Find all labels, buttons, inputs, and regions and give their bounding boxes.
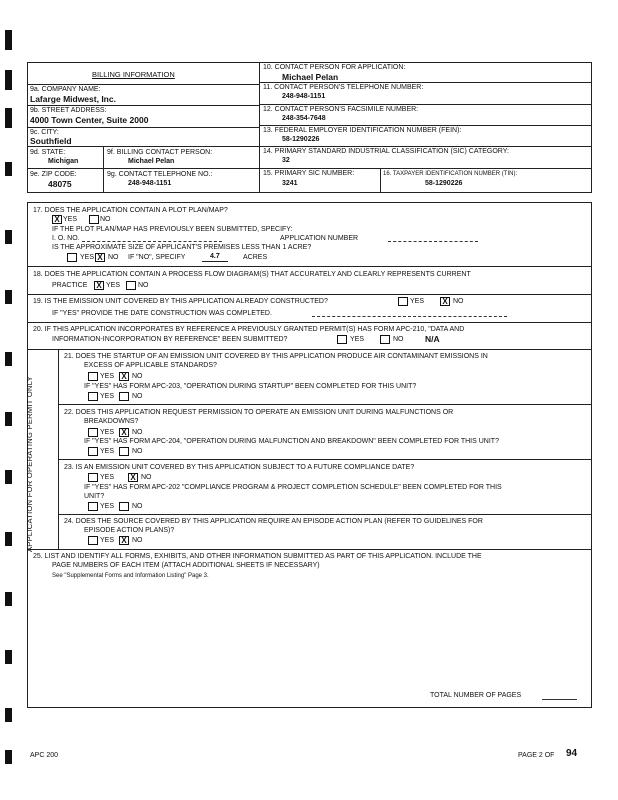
binder-mark	[5, 70, 12, 90]
binder-mark	[5, 592, 12, 606]
sic-category-label: 14. PRIMARY STANDARD INDUSTRIAL CLASSIFICATION (SIC) CATEGORY:	[263, 148, 509, 155]
q21-yes-checkbox[interactable]	[88, 372, 98, 381]
q23-sub-no-label: NO	[132, 503, 143, 510]
q17-appnum-field[interactable]	[388, 241, 478, 242]
q20-line1: 20. IF THIS APPLICATION INCORPORATES BY REFERENCE A PREVIOUSLY GRANTED PERMIT(S) HAS FORM APC-210, "DATA AND	[33, 326, 465, 333]
q21-line2: EXCESS OF APPLICABLE STANDARDS?	[84, 362, 217, 369]
binder-mark	[5, 108, 12, 128]
q25-note: See "Supplemental Forms and Information Listing" Page 3.	[52, 573, 209, 579]
binder-mark	[5, 532, 12, 546]
q22-sub-yes-checkbox[interactable]	[88, 447, 98, 456]
q24-no-label: NO	[132, 537, 143, 544]
binder-mark	[5, 290, 12, 304]
q22-sub-yes-label: YES	[100, 448, 115, 455]
q17-io-field[interactable]	[82, 241, 222, 242]
q22-line2: BREAKDOWNS?	[84, 418, 139, 425]
q17-sub1: IF THE PLOT PLAN/MAP HAS PREVIOUSLY BEEN SUBMITTED, SPECIFY:	[52, 226, 293, 233]
binder-mark	[5, 30, 12, 50]
contact-phone-label: 11. CONTACT PERSON'S TELEPHONE NUMBER:	[263, 84, 424, 91]
zip-label: 9e. ZIP CODE:	[30, 171, 77, 178]
street-address-value: 4000 Town Center, Suite 2000	[30, 115, 149, 125]
q22-sub-no-checkbox[interactable]	[119, 447, 129, 456]
q17-acre-yes-label: YES	[80, 254, 95, 261]
q20-no-label: NO	[393, 336, 404, 343]
page-label: PAGE 2 OF	[518, 752, 555, 759]
q22-no-checkbox[interactable]: X	[119, 428, 129, 437]
billing-phone-label: 9g. CONTACT TELEPHONE NO.:	[107, 171, 213, 178]
q17-no-label: NO	[100, 216, 111, 223]
total-pages-label: TOTAL NUMBER OF PAGES	[430, 692, 522, 699]
binder-mark	[5, 352, 12, 366]
binder-mark	[5, 162, 12, 176]
total-pages-field[interactable]	[542, 699, 577, 700]
billing-heading: BILLING INFORMATION	[92, 70, 175, 79]
state-value: Michigan	[48, 158, 79, 165]
binder-mark	[5, 650, 12, 664]
q22-line1: 22. DOES THIS APPLICATION REQUEST PERMISSION TO OPERATE AN EMISSION UNIT DURING MALFUNCTIONS OR	[64, 409, 454, 416]
billing-phone-value: 248-948-1151	[128, 180, 172, 187]
q24-yes-checkbox[interactable]	[88, 536, 98, 545]
operating-permit-side-label: APPLICATION FOR OPERATING PERMIT ONLY	[25, 376, 34, 552]
q17-acre-yes-checkbox[interactable]	[67, 253, 77, 262]
q22-no-label: NO	[132, 429, 143, 436]
q22-yes-label: YES	[100, 429, 115, 436]
q23-no-checkbox[interactable]: X	[128, 473, 138, 482]
billing-contact-value: Michael Pelan	[128, 158, 175, 165]
q19-yes-label: YES	[410, 298, 425, 305]
q23-no-label: NO	[141, 474, 152, 481]
q17-appnum-label: APPLICATION NUMBER	[280, 235, 359, 242]
q18-no-checkbox[interactable]	[126, 281, 136, 290]
q21-no-label: NO	[132, 373, 143, 380]
q23-sub-no-checkbox[interactable]	[119, 502, 129, 511]
q17-acres-label: ACRES	[243, 254, 268, 261]
city-label: 9c. CITY:	[30, 129, 59, 136]
contact-person-label: 10. CONTACT PERSON FOR APPLICATION:	[263, 64, 406, 71]
q17-specify-label: IF "NO", SPECIFY	[128, 254, 186, 261]
q20-na: N/A	[425, 334, 440, 344]
q19-no-checkbox[interactable]: X	[440, 297, 450, 306]
binder-mark	[5, 470, 12, 484]
q23-sub-yes-label: YES	[100, 503, 115, 510]
company-name-label: 9a. COMPANY NAME:	[30, 86, 101, 93]
q21-line1: 21. DOES THE STARTUP OF AN EMISSION UNIT COVERED BY THIS APPLICATION PRODUCE AIR CONTAMINANT EMISSIONS IN	[64, 353, 488, 360]
q25-line2: PAGE NUMBERS OF EACH ITEM (ATTACH ADDITIONAL SHEETS IF NECESSARY)	[52, 562, 320, 569]
binder-mark	[5, 750, 12, 764]
q24-no-checkbox[interactable]: X	[119, 536, 129, 545]
q19-no-label: NO	[453, 298, 464, 305]
q21-sub-yes-checkbox[interactable]	[88, 392, 98, 401]
contact-phone-value: 248-948-1151	[282, 93, 326, 100]
q20-yes-checkbox[interactable]	[337, 335, 347, 344]
q21-no-checkbox[interactable]: X	[119, 372, 129, 381]
contact-fax-label: 12. CONTACT PERSON'S FACSIMILE NUMBER:	[263, 106, 419, 113]
sic-number-label: 15. PRIMARY SIC NUMBER:	[263, 170, 355, 177]
tin-value: 58-1290226	[425, 180, 463, 187]
q18-yes-checkbox[interactable]: X	[94, 281, 104, 290]
q24-line1: 24. DOES THE SOURCE COVERED BY THIS APPLICATION REQUIRE AN EPISODE ACTION PLAN (REFER TO GUIDELINES FOR	[64, 518, 483, 525]
binder-mark	[5, 708, 12, 722]
q18-no-label: NO	[138, 282, 149, 289]
q24-yes-label: YES	[100, 537, 115, 544]
q22-yes-checkbox[interactable]	[88, 428, 98, 437]
q20-yes-label: YES	[350, 336, 365, 343]
page-number: 94	[566, 748, 578, 759]
q17-text: 17. DOES THE APPLICATION CONTAIN A PLOT PLAN/MAP?	[33, 207, 228, 214]
form-number: APC 200	[30, 752, 59, 759]
q17-sub2: IS THE APPROXIMATE SIZE OF APPLICANT'S PREMISES LESS THAN 1 ACRE?	[52, 244, 312, 251]
q22-sub: IF "YES" HAS FORM APC-204, "OPERATION DURING MALFUNCTION AND BREAKDOWN" BEEN COMPLETED FOR THIS UNIT?	[84, 438, 499, 445]
q20-no-checkbox[interactable]	[380, 335, 390, 344]
q21-yes-label: YES	[100, 373, 115, 380]
q17-yes-checkbox[interactable]: X	[52, 215, 62, 224]
q20-line2: INFORMATION-INCORPORATION BY REFERENCE" BEEN SUBMITTED?	[52, 336, 288, 343]
fein-label: 13. FEDERAL EMPLOYER IDENTIFICATION NUMBER (FEIN):	[263, 127, 462, 134]
city-value: Southfield	[30, 136, 72, 146]
sic-number-value: 3241	[282, 180, 298, 187]
q17-acres-value: 4.7	[202, 253, 228, 262]
q17-no-checkbox[interactable]	[89, 215, 99, 224]
q23-yes-label: YES	[100, 474, 115, 481]
q19-sub: IF "YES" PROVIDE THE DATE CONSTRUCTION WAS COMPLETED.	[52, 310, 272, 317]
zip-value: 48075	[48, 179, 72, 189]
contact-person-value: Michael Pelan	[282, 72, 339, 82]
q23-line1: 23. IS AN EMISSION UNIT COVERED BY THIS APPLICATION SUBJECT TO A FUTURE COMPLIANCE DATE?	[64, 464, 415, 471]
q21-sub-no-checkbox[interactable]	[119, 392, 129, 401]
q23-sub2: UNIT?	[84, 493, 105, 500]
q22-sub-no-label: NO	[132, 448, 143, 455]
state-label: 9d. STATE:	[30, 149, 66, 156]
q19-yes-checkbox[interactable]	[398, 297, 408, 306]
sic-category-value: 32	[282, 157, 290, 164]
contact-fax-value: 248-354-7648	[282, 115, 326, 122]
q18-practice: PRACTICE	[52, 282, 88, 289]
q23-sub1: IF "YES" HAS FORM APC-202 "COMPLIANCE PROGRAM & PROJECT COMPLETION SCHEDULE" BEEN COMPLETED FOR THIS	[84, 484, 502, 491]
q23-sub-yes-checkbox[interactable]	[88, 502, 98, 511]
q18-text: 18. DOES THE APPLICATION CONTAIN A PROCESS FLOW DIAGRAM(S) THAT ACCURATELY AND CLEARLY REPRESENTS CURRENT	[33, 271, 471, 278]
tin-label: 16. TAXPAYER IDENTIFICATION NUMBER (TIN):	[383, 171, 518, 177]
street-address-label: 9b. STREET ADDRESS:	[30, 107, 107, 114]
q17-io-label: I. O. NO.	[52, 235, 80, 242]
billing-contact-label: 9f. BILLING CONTACT PERSON:	[107, 149, 213, 156]
q17-yes-label: YES	[63, 216, 78, 223]
q21-sub-yes-label: YES	[100, 393, 115, 400]
q18-yes-label: YES	[106, 282, 121, 289]
binder-mark	[5, 412, 12, 426]
q23-yes-checkbox[interactable]	[88, 473, 98, 482]
q24-line2: EPISODE ACTION PLANS)?	[84, 527, 175, 534]
q19-text: 19. IS THE EMISSION UNIT COVERED BY THIS APPLICATION ALREADY CONSTRUCTED?	[33, 298, 328, 305]
company-name-value: Lafarge Midwest, Inc.	[30, 94, 116, 104]
q17-acre-no-checkbox[interactable]: X	[95, 253, 105, 262]
q21-sub-no-label: NO	[132, 393, 143, 400]
binder-mark	[5, 230, 12, 244]
fein-value: 58-1290226	[282, 136, 320, 143]
q25-line1: 25. LIST AND IDENTIFY ALL FORMS, EXHIBITS, AND OTHER INFORMATION SUBMITTED AS PART OF THIS APPLICATION. INCLUDE THE	[33, 553, 482, 560]
q17-acre-no-label: NO	[108, 254, 119, 261]
q19-date-field[interactable]	[312, 316, 507, 317]
q21-sub: IF "YES" HAS FORM APC-203, "OPERATION DURING STARTUP" BEEN COMPLETED FOR THIS UNIT?	[84, 383, 417, 390]
